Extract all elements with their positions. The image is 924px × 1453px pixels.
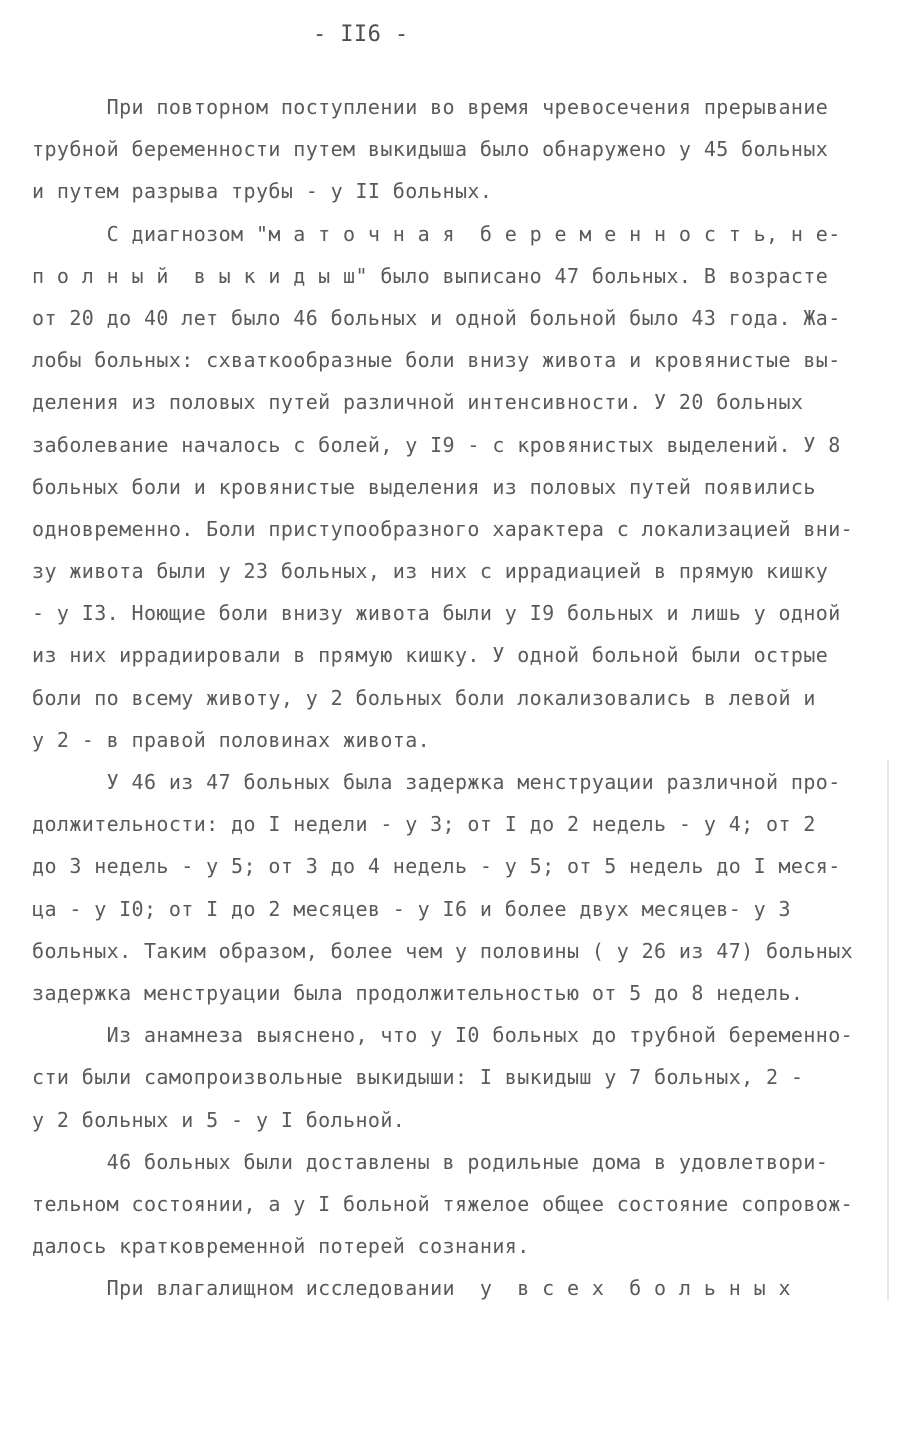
page-number: - II6 - — [313, 22, 409, 47]
text-line: больных. Таким образом, более чем у половины ( у 26 из 47) больных — [32, 938, 854, 963]
text-line: У 46 из 47 больных была задержка менструации различной про- — [32, 770, 841, 794]
text-line: задержка менструации была продолжительностью от 5 до 8 недель. — [32, 980, 804, 1005]
text-line: п о л н ы й в ы к и д ы ш" было выписано 47 больных. В возрасте — [32, 263, 829, 288]
text-line: трубной беременности путем выкидыша было обнаружено у 45 больных — [32, 137, 829, 162]
text-line: боли по всему животу, у 2 больных боли локализовались в левой и — [32, 685, 816, 710]
text-line: 46 больных были доставлены в родильные дома в удовлетвори- — [32, 1149, 829, 1174]
text-line: одновременно. Боли приступообразного характера с локализацией вни- — [32, 516, 854, 541]
scan-edge-shadow — [887, 760, 889, 1300]
text-line: заболевание началось с болей, у I9 - с кровянистых выделений. У 8 — [32, 432, 841, 457]
text-line: у 2 больных и 5 - у I больной. — [32, 1107, 406, 1132]
text-line: до 3 недель - у 5; от 3 до 4 недель - у 5; от 5 недель до I меся- — [32, 854, 841, 879]
text-line: тельном состоянии, а у I больной тяжелое общее состояние сопровож- — [32, 1191, 854, 1216]
text-line: - у I3. Ноющие боли внизу живота были у I9 больных и лишь у одной — [32, 601, 841, 626]
text-line: При влагалищном исследовании у в с е х б о л ь н ы х — [32, 1276, 791, 1301]
text-line: деления из половых путей различной интенсивности. У 20 больных — [32, 390, 804, 415]
text-line: должительности: до I недели - у 3; от I до 2 недель - у 4; от 2 — [32, 812, 816, 837]
text-line: С диагнозом "м а т о ч н а я б е р е м е н н о с т ь, н е- — [32, 221, 841, 246]
text-line: от 20 до 40 лет было 46 больных и одной больной было 43 года. Жа- — [32, 305, 841, 330]
text-line: и путем разрыва трубы - у II больных. — [32, 179, 493, 204]
text-line: При повторном поступлении во время чревосечения прерывание — [32, 95, 829, 119]
text-line: ца - у I0; от I до 2 месяцев - у I6 и более двух месяцев- у 3 — [32, 896, 791, 921]
text-line: сти были самопроизвольные выкидыши: I выкидыш у 7 больных, 2 - — [32, 1065, 804, 1090]
text-line: лобы больных: схваткообразные боли внизу живота и кровянистые вы- — [32, 348, 841, 373]
text-line: далось кратковременной потерей сознания. — [32, 1234, 530, 1259]
text-line: у 2 - в правой половинах живота. — [32, 727, 431, 752]
text-line: из них иррадиировали в прямую кишку. У одной больной были острые — [32, 643, 829, 668]
text-line: Из анамнеза выяснено, что у I0 больных до трубной беременно- — [32, 1023, 854, 1048]
text-line: больных боли и кровянистые выделения из половых путей появились — [32, 474, 816, 499]
text-line: зу живота были у 23 больных, из них с иррадиацией в прямую кишку — [32, 559, 829, 584]
body-text — [32, 86, 892, 1309]
